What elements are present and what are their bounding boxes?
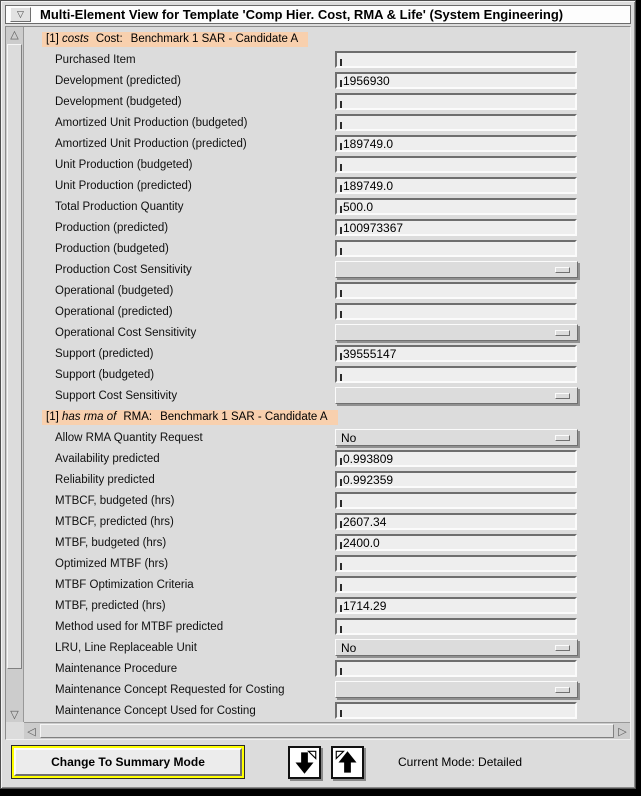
field-row: [24, 448, 630, 469]
field-label: Support (budgeted): [55, 368, 155, 381]
form-content: [24, 27, 630, 721]
field-label: MTBCF, budgeted (hrs): [55, 494, 175, 507]
text-cursor-icon: [340, 710, 342, 717]
text-cursor-icon: [340, 626, 342, 633]
field-row: [24, 91, 630, 112]
page-down-arrow-icon: [291, 749, 318, 776]
scroll-left-arrow-icon[interactable]: ◁: [27, 725, 36, 738]
window-menu-button[interactable]: [10, 7, 31, 22]
text-field[interactable]: [335, 618, 577, 635]
field-label: Reliability predicted: [55, 473, 155, 486]
field-label: Amortized Unit Production (budgeted): [55, 116, 248, 129]
section-header: [1] costs Cost: Benchmark 1 SAR - Candidate A: [42, 32, 308, 47]
section-header: [1] has rma of RMA: Benchmark 1 SAR - Candidate A: [42, 410, 338, 425]
field-label: MTBF, predicted (hrs): [55, 599, 166, 612]
text-field-value: 500.0: [343, 199, 374, 214]
field-label: MTBCF, predicted (hrs): [55, 515, 174, 528]
text-cursor-icon: [340, 101, 342, 108]
field-label: Purchased Item: [55, 53, 136, 66]
text-field-value: 2607.34: [343, 514, 387, 529]
text-field[interactable]: [335, 660, 577, 677]
field-row: [24, 196, 630, 217]
field-row: [24, 469, 630, 490]
field-row: [24, 637, 630, 658]
option-menu-indicator-icon: [555, 267, 570, 273]
scrolled-form-panel: [5, 26, 631, 740]
text-field[interactable]: [335, 492, 577, 509]
field-label: Maintenance Procedure: [55, 662, 178, 675]
text-field-value: 2400.0: [343, 535, 380, 550]
window-title: Multi-Element View for Template 'Comp Hier. Cost, RMA & Life' (System Engineering): [40, 7, 564, 22]
page-up-button[interactable]: [331, 746, 364, 779]
text-cursor-icon: [340, 164, 342, 171]
field-row: [24, 616, 630, 637]
field-label: Method used for MTBF predicted: [55, 620, 224, 633]
field-row: [24, 532, 630, 553]
field-row: [24, 658, 630, 679]
option-menu-indicator-icon: [555, 645, 570, 651]
field-label: Total Production Quantity: [55, 200, 184, 213]
field-row: [24, 301, 630, 322]
field-row: [24, 595, 630, 616]
option-menu[interactable]: [335, 681, 578, 698]
field-label: Maintenance Concept Requested for Costing: [55, 683, 285, 696]
text-cursor-icon: [340, 185, 342, 192]
text-cursor-icon: [340, 458, 342, 465]
horizontal-scrollbar[interactable]: [24, 722, 630, 739]
field-label: MTBF, budgeted (hrs): [55, 536, 167, 549]
field-label: MTBF Optimization Criteria: [55, 578, 194, 591]
text-cursor-icon: [340, 206, 342, 213]
field-label: Operational Cost Sensitivity: [55, 326, 197, 339]
text-field[interactable]: [335, 198, 577, 215]
vertical-scrollbar[interactable]: [6, 27, 24, 722]
text-cursor-icon: [340, 290, 342, 297]
text-field[interactable]: [335, 93, 577, 110]
text-field-value: 189749.0: [343, 136, 394, 151]
text-field[interactable]: [335, 135, 577, 152]
field-label: Production Cost Sensitivity: [55, 263, 192, 276]
option-menu-value: No: [341, 640, 357, 655]
current-mode-status: Current Mode: Detailed: [398, 755, 523, 769]
field-label: Availability predicted: [55, 452, 160, 465]
field-label: Amortized Unit Production (predicted): [55, 137, 247, 150]
text-cursor-icon: [340, 59, 342, 66]
field-label: LRU, Line Replaceable Unit: [55, 641, 197, 654]
text-field-value: 189749.0: [343, 178, 394, 193]
field-label: Operational (predicted): [55, 305, 173, 318]
option-menu-indicator-icon: [555, 393, 570, 399]
text-cursor-icon: [340, 227, 342, 234]
field-row: [24, 700, 630, 721]
text-cursor-icon: [340, 122, 342, 129]
text-field[interactable]: [335, 702, 577, 719]
field-label: Support Cost Sensitivity: [55, 389, 178, 402]
text-field[interactable]: [335, 303, 577, 320]
text-field[interactable]: [335, 282, 577, 299]
text-cursor-icon: [340, 479, 342, 486]
title-bar: [5, 5, 631, 24]
field-row: [24, 574, 630, 595]
horizontal-scrollbar-thumb[interactable]: [40, 724, 614, 738]
field-row: [24, 49, 630, 70]
option-menu-indicator-icon: [555, 330, 570, 336]
option-menu-indicator-icon: [555, 687, 570, 693]
text-field[interactable]: [335, 240, 577, 257]
text-cursor-icon: [340, 605, 342, 612]
text-cursor-icon: [340, 500, 342, 507]
field-label: Development (predicted): [55, 74, 181, 87]
option-menu[interactable]: [335, 324, 578, 341]
field-row: [24, 364, 630, 385]
option-menu[interactable]: [335, 261, 578, 278]
text-field[interactable]: [335, 219, 577, 236]
text-cursor-icon: [340, 143, 342, 150]
field-row: [24, 427, 630, 448]
footer-bar: [5, 740, 631, 784]
page-down-button[interactable]: [288, 746, 321, 779]
text-field[interactable]: [335, 534, 577, 551]
window-menu-icon: ▽: [17, 9, 24, 19]
field-row: [24, 679, 630, 700]
text-field-value: 39555147: [343, 346, 397, 361]
text-cursor-icon: [340, 584, 342, 591]
field-row: [24, 490, 630, 511]
scroll-down-arrow-icon[interactable]: ▽: [10, 709, 19, 721]
field-row: [24, 511, 630, 532]
text-field[interactable]: [335, 114, 577, 131]
page-up-arrow-icon: [334, 749, 361, 776]
text-field[interactable]: [335, 597, 577, 614]
text-field[interactable]: [335, 366, 577, 383]
text-cursor-icon: [340, 542, 342, 549]
text-field[interactable]: [335, 51, 577, 68]
text-cursor-icon: [340, 374, 342, 381]
option-menu[interactable]: [335, 639, 578, 656]
text-field[interactable]: [335, 450, 577, 467]
text-field[interactable]: [335, 576, 577, 593]
field-row: [24, 259, 630, 280]
text-field[interactable]: [335, 471, 577, 488]
field-label: Maintenance Concept Used for Costing: [55, 704, 256, 717]
text-cursor-icon: [340, 311, 342, 318]
field-row: [24, 133, 630, 154]
text-field-value: 0.992359: [343, 472, 394, 487]
field-label: Operational (budgeted): [55, 284, 174, 297]
field-label: Unit Production (budgeted): [55, 158, 193, 171]
vertical-scrollbar-track[interactable]: [7, 42, 22, 707]
text-field-value: 100973367: [343, 220, 404, 235]
scroll-up-arrow-icon[interactable]: △: [10, 29, 19, 41]
field-row: [24, 70, 630, 91]
form-viewport: [24, 27, 630, 722]
text-field[interactable]: [335, 555, 577, 572]
text-field[interactable]: [335, 156, 577, 173]
text-field[interactable]: [335, 72, 577, 89]
field-label: Optimized MTBF (hrs): [55, 557, 169, 570]
text-cursor-icon: [340, 80, 342, 87]
text-field-value: 0.993809: [343, 451, 394, 466]
option-menu-indicator-icon: [555, 435, 570, 441]
text-field[interactable]: [335, 513, 577, 530]
text-cursor-icon: [340, 353, 342, 360]
field-row: [24, 238, 630, 259]
text-field[interactable]: [335, 345, 577, 362]
text-cursor-icon: [340, 668, 342, 675]
field-row: [24, 385, 630, 406]
text-cursor-icon: [340, 521, 342, 528]
field-row: [24, 217, 630, 238]
option-menu-value: No: [341, 430, 357, 445]
text-cursor-icon: [340, 563, 342, 570]
scroll-right-arrow-icon[interactable]: ▷: [618, 725, 627, 738]
text-field[interactable]: [335, 177, 577, 194]
option-menu[interactable]: [335, 429, 578, 446]
field-row: [24, 154, 630, 175]
vertical-scrollbar-thumb[interactable]: [7, 44, 22, 669]
field-row: [24, 280, 630, 301]
field-label: Production (predicted): [55, 221, 169, 234]
field-row: [24, 553, 630, 574]
field-row: [24, 112, 630, 133]
text-field-value: 1714.29: [343, 598, 387, 613]
text-field-value: 1956930: [343, 73, 390, 88]
field-label: Allow RMA Quantity Request: [55, 431, 203, 444]
text-cursor-icon: [340, 248, 342, 255]
horizontal-scrollbar-track[interactable]: [39, 724, 615, 738]
field-row: [24, 343, 630, 364]
field-label: Development (budgeted): [55, 95, 182, 108]
change-to-summary-mode-button[interactable]: Change To Summary Mode: [14, 748, 242, 776]
field-label: Production (budgeted): [55, 242, 169, 255]
field-row: [24, 175, 630, 196]
field-label: Support (predicted): [55, 347, 154, 360]
field-label: Unit Production (predicted): [55, 179, 192, 192]
field-row: [24, 322, 630, 343]
option-menu[interactable]: [335, 387, 578, 404]
